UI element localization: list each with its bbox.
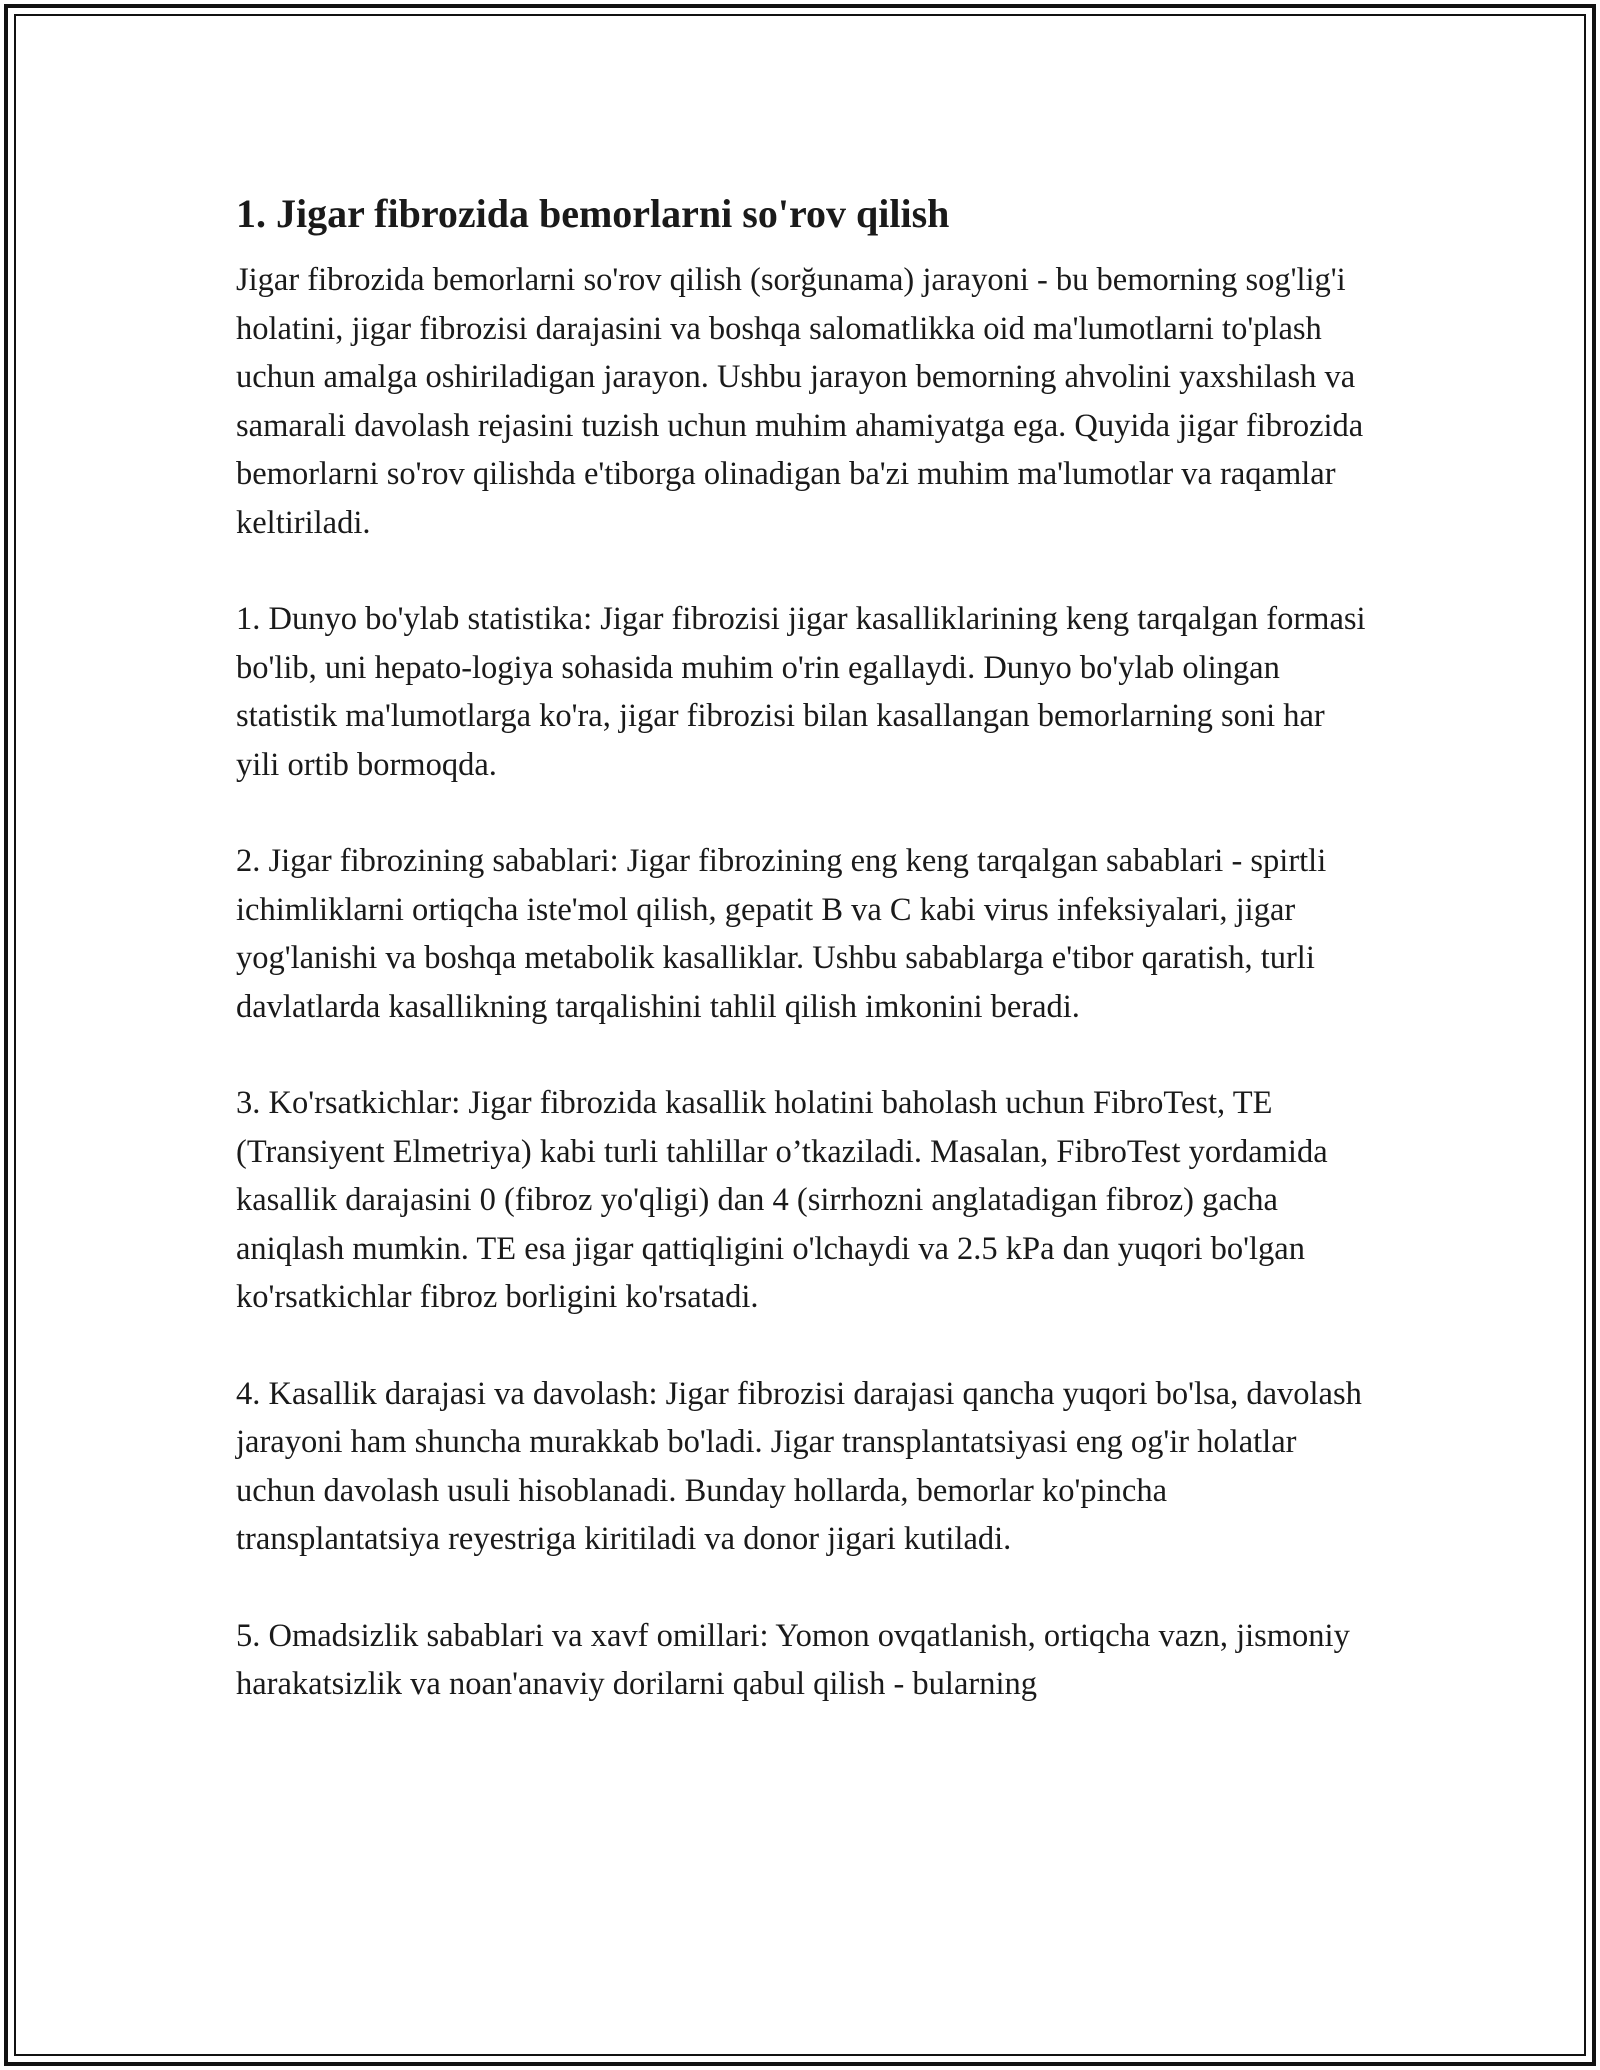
paragraph-causes: 2. Jigar fibrozining sabablari: Jigar fibrozining eng keng tarqalgan sabablari - spirtli ichimliklarni ortiqcha iste'mol qilish, gepatit B va C kabi virus infeksiyalari, jigar yog'lanishi va boshqa metabolik kasalliklar. Ushbu sabablarga e'tibor qaratish, turli davlatlarda kasallikning tarqalishini tahlil qilish imkonini beradi. — [236, 843, 1327, 1025]
document-heading: 1. Jigar fibrozida bemorlarni so'rov qilish — [236, 191, 950, 236]
paragraph-risk-factors: 5. Omadsizlik sabablari va xavf omillari: Yomon ovqatlanish, ortiqcha vazn, jismoniy harakatsizlik va noan'anaviy dorilarni qabul qilish - bularning — [236, 1617, 1350, 1702]
paragraph-statistics: 1. Dunyo bo'ylab statistika: Jigar fibrozisi jigar kasalliklarining keng tarqalgan formasi bo'lib, uni hepato-logiya sohasida muhim o'rin egallaydi. Dunyo bo'ylab olingan statistik ma'lumotlarga ko'ra, jigar fibrozisi bilan kasallangan bemorlarning soni har yili ortib bormoqda. — [236, 601, 1366, 783]
document-body — [236, 186, 1376, 1757]
intro-paragraph: Jigar fibrozida bemorlarni so'rov qilish (sorğunama) jarayoni - bu bemorning sog'lig'i holatini, jigar fibrozisi darajasini va boshqa salomatlikka oid ma'lumotlarni to'plash uchun amalga oshiriladigan jarayon. Ushbu jarayon bemorning ahvolini yaxshilash va samarali davolash rejasini tuzish uchun muhim ahamiyatga ega. Quyida jigar fibrozida bemorlarni so'rov qilishda e'tiborga olinadigan ba'zi muhim ma'lumotlar va raqamlar keltiriladi. — [236, 262, 1364, 541]
paragraph-treatment: 4. Kasallik darajasi va davolash: Jigar fibrozisi darajasi qancha yuqori bo'lsa, davolash jarayoni ham shuncha murakkab bo'ladi. Jigar transplantatsiyasi eng og'ir holatlar uchun davolash usuli hisoblanadi. Bunday hollarda, bemorlar ko'pincha transplantatsiya reyestriga kiritiladi va donor jigari kutiladi. — [236, 1375, 1362, 1557]
paragraph-indicators: 3. Ko'rsatkichlar: Jigar fibrozida kasallik holatini baholash uchun FibroTest, TE (Transiyent Elmetriya) kabi turli tahlillar o’tkaziladi. Masalan, FibroTest yordamida kasallik darajasini 0 (fibroz yo'qligi) dan 4 (sirrhozni anglatadigan fibroz) gacha aniqlash mumkin. TE esa jigar qattiqligini o'lchaydi va 2.5 kPa dan yuqori bo'lgan ko'rsatkichlar fibroz borligini ko'rsatadi. — [236, 1085, 1328, 1315]
